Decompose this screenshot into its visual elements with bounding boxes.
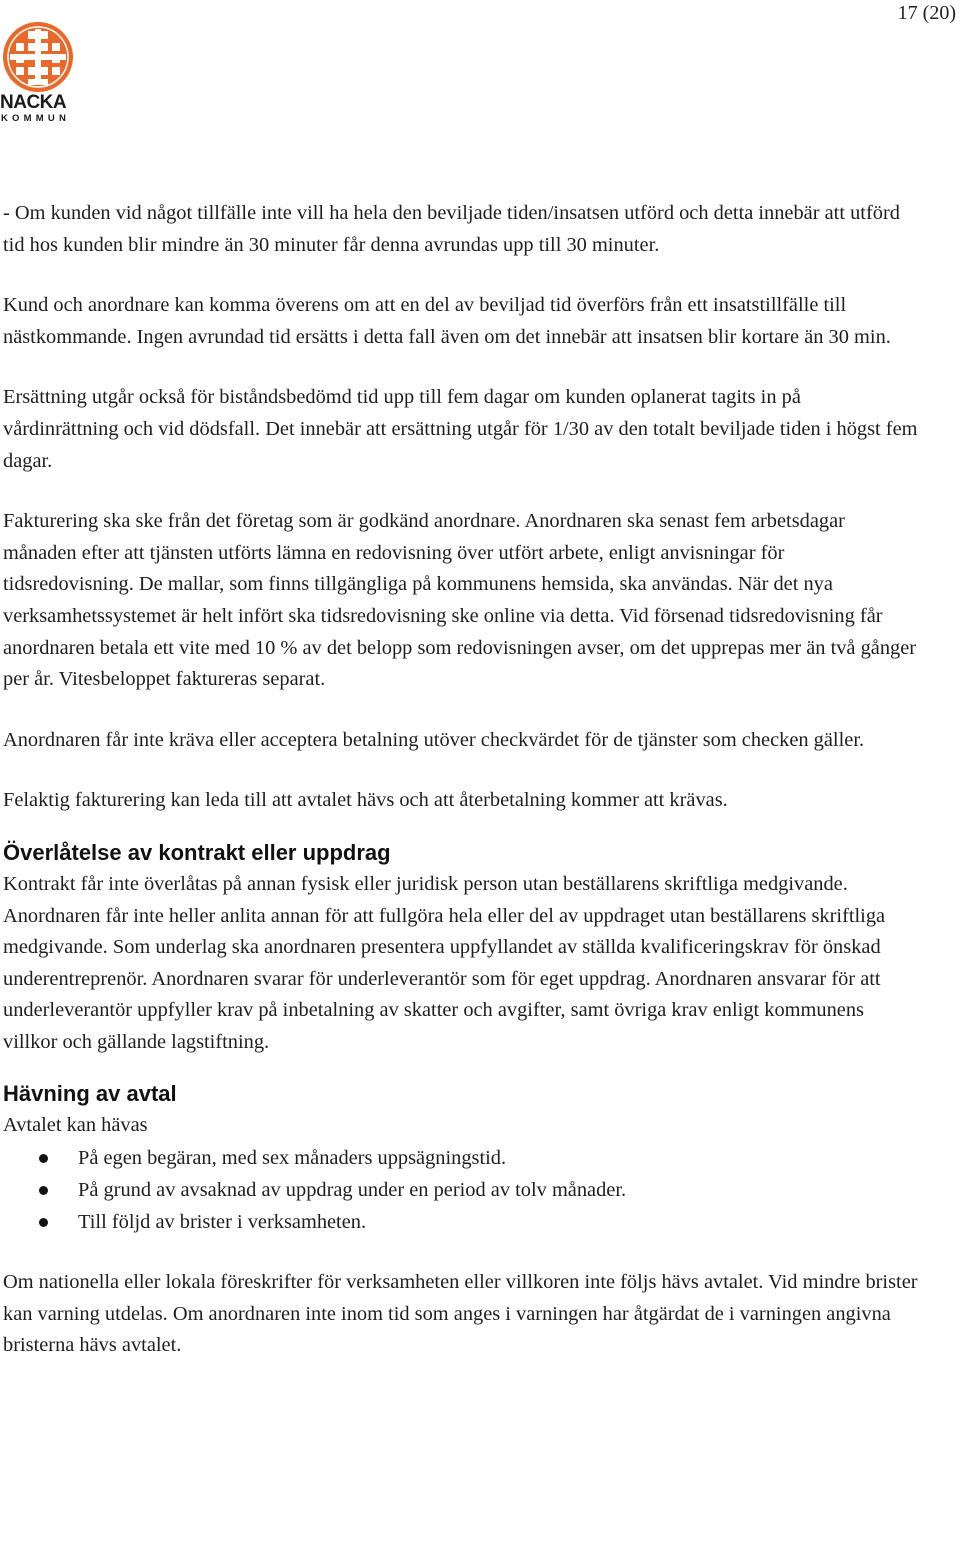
heading-transfer: Överlåtelse av kontrakt eller uppdrag [3,839,391,865]
page-number: 17 (20) [897,2,956,24]
document-body [3,198,918,1391]
logo-wordmark: NACKA [0,92,67,113]
nacka-seal-icon [2,21,74,93]
termination-list [3,1142,918,1238]
bullet-icon [39,1218,48,1227]
paragraph-transfer: Kontrakt får inte överlåtas på annan fysisk eller juridisk person utan beställarens skriftliga medgivande. Anordnaren får inte heller anlita annan för att fullgöra hela eller del av uppdraget utan beställarens skriftliga medgivande. Som underlag ska anordnaren presentera uppfyllandet av ställda kvalificeringskrav för önskad underentreprenör. Anordnaren svarar för underleverantör som för eget uppdrag. Anordnaren ansvarar för att underleverantör uppfyller krav på inbetalning av skatter och avgifter, samt övriga krav enligt kommunens villkor och gällande lagstiftning. [3,872,886,1053]
termination-intro: Avtalet kan hävas [3,1114,148,1137]
paragraph-payment: Anordnaren får inte kräva eller acceptera betalning utöver checkvärdet för de tjänster som checken gäller. [3,728,865,751]
nacka-logo [0,21,80,127]
bullet-icon [39,1154,48,1163]
list-item: På egen begäran, med sex månaders uppsägningstid. [3,1142,918,1174]
bullet-icon [39,1186,48,1195]
heading-termination: Hävning av avtal [3,1081,177,1107]
paragraph-rounding: - Om kunden vid något tillfälle inte vill ha hela den beviljade tiden/insatsen utförd och detta innebär att utförd tid hos kunden blir mindre än 30 minuter får denna avrundas upp till 30 minuter. [3,202,900,256]
logo-submark: KOMMUN [1,113,70,124]
paragraph-termination-closing: Om nationella eller lokala föreskrifter för verksamheten eller villkoren inte följs hävs avtalet. Vid mindre brister kan varning utdelas. Om anordnaren inte inom tid som anges i varningen har åtgärdat de i varningen angivna bristerna hävs avtalet. [3,1271,918,1357]
list-item: Till följd av brister i verksamheten. [3,1206,918,1238]
paragraph-time-transfer: Kund och anordnare kan komma överens om att en del av beviljad tid överförs från ett insatstillfälle till nästkommande. Ingen avrundad tid ersätts i detta fall även om det innebär att insatsen blir kortare än 30 min. [3,294,891,348]
paragraph-invoicing: Fakturering ska ske från det företag som är godkänd anordnare. Anordnaren ska senast fem arbetsdagar månaden efter att tjänsten utförts lämna en redovisning över utfört arbete, enligt anvisningar för tidsredovisning. De mallar, som finns tillgängliga på kommunens hemsida, ska användas. När det nya verksamhetssystemet är helt infört ska tidsredovisning ske online via detta. Vid försenad tidsredovisning får anordnaren betala ett vite med 10 % av det belopp som redovisningen avser, om det upprepas mer än två gånger per år. Vitesbeloppet faktureras separat. [3,510,917,691]
paragraph-compensation: Ersättning utgår också för biståndsbedömd tid upp till fem dagar om kunden oplanerat tagits in på vårdinrättning och vid dödsfall. Det innebär att ersättning utgår för 1/30 av den totalt beviljade tiden i högst fem dagar. [3,386,918,472]
paragraph-incorrect-invoicing: Felaktig fakturering kan leda till att avtalet hävs och att återbetalning kommer att krävas. [3,789,728,812]
list-item: På grund av avsaknad av uppdrag under en period av tolv månader. [3,1174,918,1206]
